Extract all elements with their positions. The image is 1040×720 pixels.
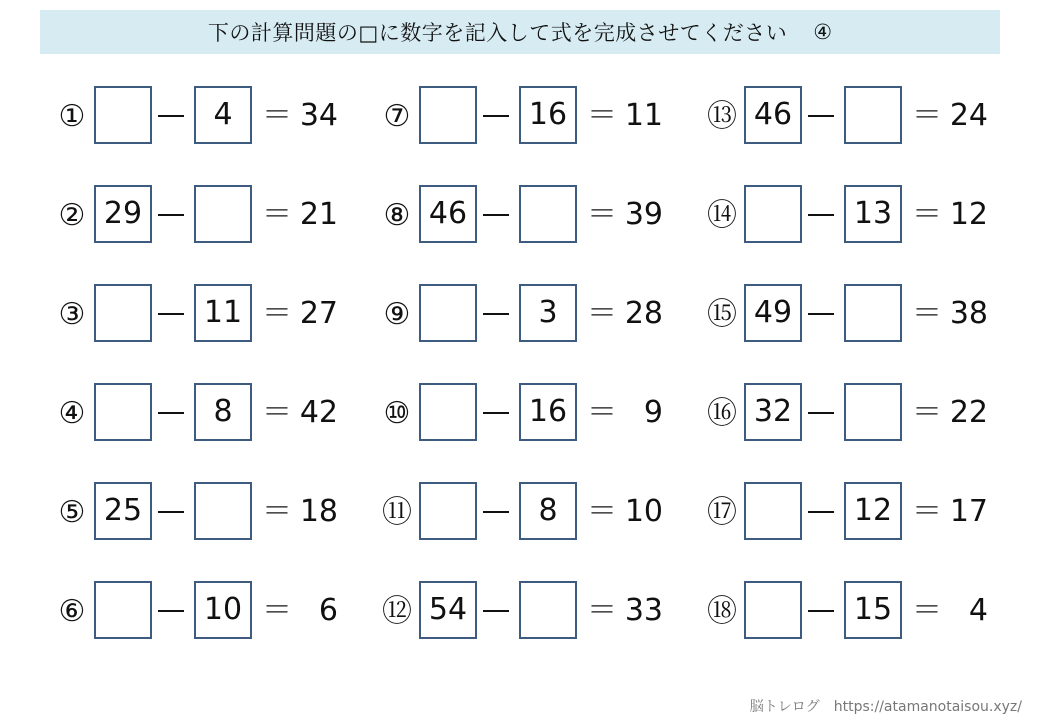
problem-number: ⑧ — [383, 198, 411, 233]
equals-sign: ＝ — [262, 593, 292, 628]
answer-box-left[interactable]: 46 — [419, 185, 477, 243]
answer-box-left[interactable] — [94, 581, 152, 639]
problem-number: ⑱ — [707, 594, 737, 629]
problem-7 — [377, 86, 677, 148]
result-value: 27 — [299, 296, 338, 331]
problem-number: ⑯ — [707, 396, 737, 431]
result-value: 38 — [949, 296, 988, 331]
answer-box-right[interactable] — [194, 185, 252, 243]
equals-sign: ＝ — [587, 593, 617, 628]
result-value: 39 — [624, 197, 663, 232]
answer-box-left[interactable] — [419, 86, 477, 144]
minus-sign — [158, 511, 184, 513]
page-title: 下の計算問題の□に数字を記入して式を完成させてください — [207, 21, 788, 45]
problem-grid — [52, 86, 1012, 646]
answer-box-right[interactable] — [844, 86, 902, 144]
equals-sign: ＝ — [587, 296, 617, 331]
problem-number: ⑥ — [58, 594, 86, 629]
result-value: 17 — [949, 494, 988, 529]
equals-sign: ＝ — [912, 593, 942, 628]
problem-number: ⑦ — [383, 99, 411, 134]
result-value: 34 — [299, 98, 338, 133]
equals-sign: ＝ — [587, 395, 617, 430]
answer-box-right[interactable]: 10 — [194, 581, 252, 639]
minus-sign — [483, 610, 509, 612]
problem-number: ⑬ — [707, 99, 737, 134]
problem-number: ⑤ — [58, 495, 86, 530]
result-value: 24 — [949, 98, 988, 133]
answer-box-left[interactable]: 25 — [94, 482, 152, 540]
problem-9 — [377, 284, 677, 346]
answer-box-right[interactable] — [194, 482, 252, 540]
answer-box-left[interactable]: 54 — [419, 581, 477, 639]
result-value: 6 — [318, 593, 338, 628]
problem-17 — [702, 482, 1002, 544]
minus-sign — [808, 115, 834, 117]
answer-box-left[interactable] — [419, 383, 477, 441]
problem-10 — [377, 383, 677, 445]
equals-sign: ＝ — [912, 197, 942, 232]
problem-number: ③ — [58, 297, 86, 332]
problem-15 — [702, 284, 1002, 346]
problem-4 — [52, 383, 352, 445]
problem-2 — [52, 185, 352, 247]
result-value: 10 — [624, 494, 663, 529]
title-bar — [40, 10, 1000, 54]
problem-number: ② — [58, 198, 86, 233]
problem-6 — [52, 581, 352, 643]
answer-box-left[interactable]: 46 — [744, 86, 802, 144]
footer-credit: 脳トレログ https://atamanotaisou.xyz/ — [749, 699, 1022, 715]
minus-sign — [808, 214, 834, 216]
problem-5 — [52, 482, 352, 544]
problem-number: ⑭ — [707, 198, 737, 233]
minus-sign — [158, 412, 184, 414]
problem-number: ⑫ — [382, 594, 412, 629]
equals-sign: ＝ — [587, 197, 617, 232]
answer-box-right[interactable] — [519, 581, 577, 639]
equals-sign: ＝ — [912, 494, 942, 529]
problem-number: ④ — [58, 396, 86, 431]
minus-sign — [483, 115, 509, 117]
equals-sign: ＝ — [912, 296, 942, 331]
answer-box-left[interactable] — [94, 86, 152, 144]
minus-sign — [158, 214, 184, 216]
result-value: 33 — [624, 593, 663, 628]
problem-number: ⑪ — [382, 495, 412, 530]
problem-number: ⑩ — [383, 396, 411, 431]
equals-sign: ＝ — [262, 395, 292, 430]
problem-number: ⑨ — [383, 297, 411, 332]
answer-box-right[interactable]: 8 — [194, 383, 252, 441]
problem-number: ⑮ — [707, 297, 737, 332]
equals-sign: ＝ — [912, 98, 942, 133]
result-value: 28 — [624, 296, 663, 331]
problem-number: ⑰ — [707, 495, 737, 530]
problem-14 — [702, 185, 1002, 247]
minus-sign — [483, 214, 509, 216]
minus-sign — [158, 610, 184, 612]
problem-8 — [377, 185, 677, 247]
problem-11 — [377, 482, 677, 544]
sheet-number: ④ — [813, 20, 833, 44]
problem-3 — [52, 284, 352, 346]
problem-number: ① — [58, 99, 86, 134]
result-value: 12 — [949, 197, 988, 232]
answer-box-right[interactable]: 15 — [844, 581, 902, 639]
minus-sign — [808, 511, 834, 513]
result-value: 22 — [949, 395, 988, 430]
answer-box-right[interactable]: 8 — [519, 482, 577, 540]
answer-box-left[interactable]: 49 — [744, 284, 802, 342]
answer-box-left[interactable]: 32 — [744, 383, 802, 441]
answer-box-right[interactable]: 11 — [194, 284, 252, 342]
result-value: 18 — [299, 494, 338, 529]
problem-18 — [702, 581, 1002, 643]
equals-sign: ＝ — [587, 98, 617, 133]
equals-sign: ＝ — [912, 395, 942, 430]
equals-sign: ＝ — [262, 197, 292, 232]
minus-sign — [158, 115, 184, 117]
answer-box-left[interactable] — [744, 185, 802, 243]
equals-sign: ＝ — [262, 98, 292, 133]
answer-box-right[interactable] — [844, 284, 902, 342]
minus-sign — [808, 313, 834, 315]
answer-box-left[interactable] — [94, 383, 152, 441]
result-value: 42 — [299, 395, 338, 430]
answer-box-right[interactable]: 12 — [844, 482, 902, 540]
answer-box-right[interactable]: 16 — [519, 86, 577, 144]
answer-box-left[interactable]: 29 — [94, 185, 152, 243]
answer-box-right[interactable]: 13 — [844, 185, 902, 243]
answer-box-right[interactable]: 4 — [194, 86, 252, 144]
problem-13 — [702, 86, 1002, 148]
result-value: 11 — [624, 98, 663, 133]
answer-box-left[interactable] — [744, 482, 802, 540]
answer-box-left[interactable] — [744, 581, 802, 639]
equals-sign: ＝ — [587, 494, 617, 529]
equals-sign: ＝ — [262, 296, 292, 331]
minus-sign — [158, 313, 184, 315]
answer-box-left[interactable] — [419, 482, 477, 540]
minus-sign — [483, 313, 509, 315]
answer-box-right[interactable]: 16 — [519, 383, 577, 441]
minus-sign — [483, 511, 509, 513]
problem-16 — [702, 383, 1002, 445]
answer-box-right[interactable]: 3 — [519, 284, 577, 342]
answer-box-left[interactable] — [94, 284, 152, 342]
problem-1 — [52, 86, 352, 148]
answer-box-right[interactable] — [844, 383, 902, 441]
result-value: 21 — [299, 197, 338, 232]
answer-box-right[interactable] — [519, 185, 577, 243]
result-value: 9 — [643, 395, 663, 430]
result-value: 4 — [968, 593, 988, 628]
answer-box-left[interactable] — [419, 284, 477, 342]
minus-sign — [808, 610, 834, 612]
minus-sign — [483, 412, 509, 414]
equals-sign: ＝ — [262, 494, 292, 529]
problem-12 — [377, 581, 677, 643]
minus-sign — [808, 412, 834, 414]
